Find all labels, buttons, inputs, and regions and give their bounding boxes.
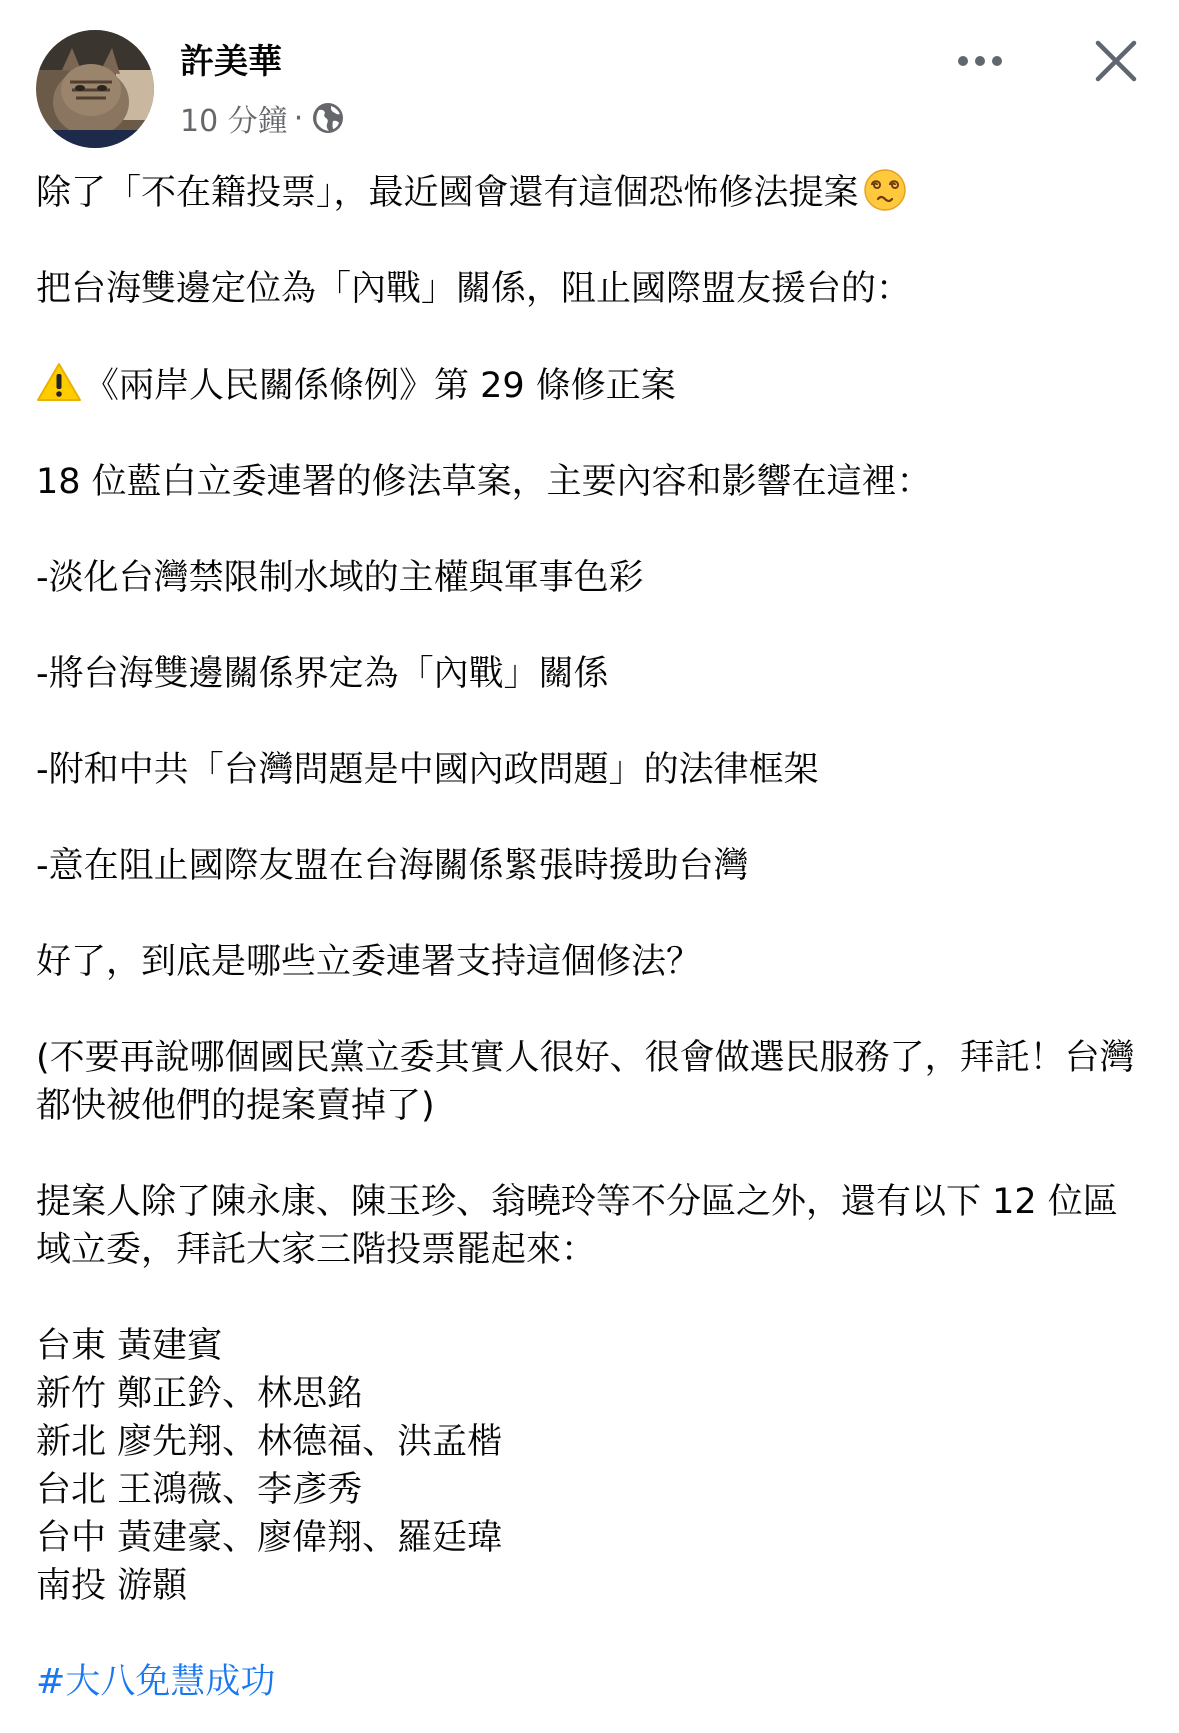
point-4: -意在阻止國際友盟在台海關係緊張時援助台灣 [36, 846, 749, 886]
bill-title: 《兩岸人民關係條例》第 29 條修正案 [84, 366, 676, 406]
question-line: 好了，到底是哪些立委連署支持這個修法？ [36, 942, 702, 982]
aside-paragraph: (不要再說哪個國民黨立委其實人很好、很會做選民服務了，拜託！台灣都快被他們的提案賣掉了) [36, 1038, 1135, 1126]
more-options-button[interactable] [950, 36, 1010, 86]
point-1: -淡化台灣禁限制水域的主權與軍事色彩 [36, 558, 644, 598]
globe-icon[interactable] [311, 101, 345, 135]
dizzy-face-emoji [863, 168, 907, 212]
warning-emoji [36, 361, 82, 403]
author-name[interactable]: 許美華 [180, 42, 282, 82]
hashtag-link[interactable]: #大八免慧成功 [36, 1662, 276, 1702]
legislator-line-taipei: 台北 王鴻薇、李彥秀 [36, 1470, 363, 1510]
legislator-line-taitung: 台東 黃建賓 [36, 1326, 223, 1366]
legislator-line-nantou: 南投 游顥 [36, 1566, 188, 1606]
post-intro [36, 168, 1146, 217]
intro-text: 除了「不在籍投票」，最近國會還有這個恐怖修法提案 [36, 173, 859, 213]
post-line-4: 18 位藍白立委連署的修法草案，主要內容和影響在這裡： [36, 462, 932, 502]
bill-title-line [36, 361, 1146, 410]
avatar[interactable] [36, 30, 154, 148]
legislator-line-taichung: 台中 黃建豪、廖偉翔、羅廷瑋 [36, 1518, 503, 1558]
point-2: -將台海雙邊關係界定為「內戰」關係 [36, 654, 609, 694]
post-body [36, 168, 1146, 1706]
legislator-line-new-taipei: 新北 廖先翔、林德福、洪孟楷 [36, 1422, 503, 1462]
timestamp[interactable]: 10 分鐘 [180, 104, 288, 139]
legislator-list [36, 1322, 1146, 1610]
post-header [0, 0, 1179, 160]
meta-separator: · [293, 100, 304, 136]
post-line-2: 把台海雙邊定位為「內戰」關係，阻止國際盟友援台的： [36, 269, 912, 309]
point-3: -附和中共「台灣問題是中國內政問題」的法律框架 [36, 750, 819, 790]
proposers-paragraph: 提案人除了陳永康、陳玉珍、翁曉玲等不分區之外，還有以下 12 位區域立委，拜託大家三階投票罷起來： [36, 1182, 1118, 1270]
close-icon [1094, 39, 1138, 83]
more-horizontal-icon [957, 55, 1003, 67]
legislator-line-hsinchu: 新竹 鄭正鈐、林思銘 [36, 1374, 363, 1414]
close-button[interactable] [1085, 30, 1147, 92]
post-meta [180, 98, 345, 138]
